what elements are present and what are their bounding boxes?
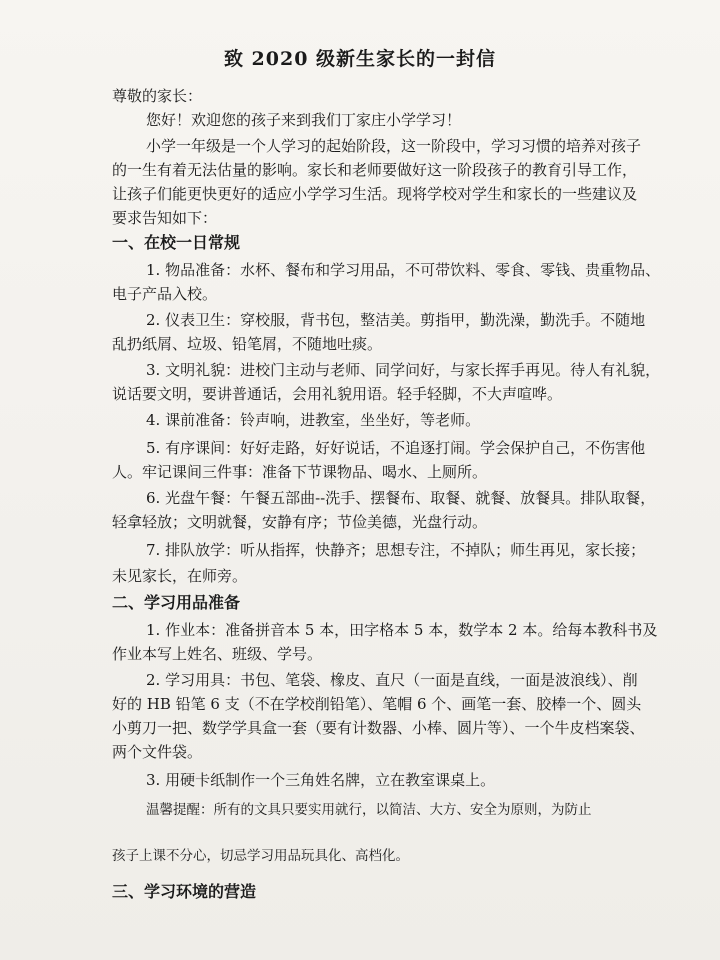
- section1-line: 电子产品入校。: [112, 285, 218, 303]
- section1-line: 乱扔纸屑、垃圾、铅笔屑，不随地吐痰。: [112, 335, 383, 353]
- letter-title: 致 2020 级新生家长的一封信: [223, 48, 497, 70]
- section1-heading: 一、在校一日常规: [112, 233, 241, 252]
- section2-line: 两个文件袋。: [112, 743, 203, 761]
- section2-line: 2. 学习用具：书包、笔袋、橡皮、直尺（一面是直线，一面是波浪线）、削: [146, 671, 638, 689]
- section1-line: 未见家长，在师旁。: [112, 567, 248, 585]
- reminder-line: 孩子上课不分心，切忌学习用品玩具化、高档化。: [112, 848, 409, 864]
- intro-line: 要求告知如下：: [112, 209, 218, 227]
- section2-line: 作业本写上姓名、班级、学号。: [112, 645, 323, 663]
- reminder-line: 温馨提醒：所有的文具只要实用就行，以简洁、大方、安全为原则，为防止: [146, 802, 592, 818]
- section2-line: 好的 HB 铅笔 6 支（不在学校削铅笔）、笔帽 6 个、画笔一套、胶棒一个、圆头: [112, 695, 642, 713]
- section1-line: 5. 有序课间：好好走路，好好说话，不追逐打闹。学会保护自己，不伤害他: [146, 439, 646, 457]
- intro-line: 让孩子们能更快更好的适应小学学习生活。现将学校对学生和家长的一些建议及: [112, 185, 638, 203]
- section3-heading: 三、学习环境的营造: [112, 882, 257, 901]
- section1-line: 人。牢记课间三件事：准备下节课物品、喝水、上厕所。: [112, 463, 488, 481]
- section1-line: 3. 文明礼貌：进校门主动与老师、同学问好，与家长挥手再见。待人有礼貌，: [146, 361, 661, 379]
- section1-line: 轻拿轻放；文明就餐，安静有序；节俭美德，光盘行动。: [112, 513, 488, 531]
- section2-line: 小剪刀一把、数学学具盒一套（要有计数器、小棒、圆片等）、一个牛皮档案袋、: [112, 719, 645, 737]
- section2-line: 3. 用硬卡纸制作一个三角姓名牌，立在教室课桌上。: [146, 771, 496, 789]
- section2-heading: 二、学习用品准备: [112, 593, 241, 612]
- section1-line: 7. 排队放学：听从指挥，快静齐；思想专注，不掉队；师生再见，家长接；: [146, 541, 646, 559]
- section1-line: 说话要文明，要讲普通话，会用礼貌用语。轻手轻脚，不大声喧哗。: [112, 385, 563, 403]
- section1-line: 4. 课前准备：铃声响，进教室，坐坐好，等老师。: [146, 411, 481, 429]
- intro-line: 小学一年级是一个人学习的起始阶段，这一阶段中，学习习惯的培养对孩子: [146, 137, 642, 155]
- section1-line: 1. 物品准备：水杯、餐布和学习用品，不可带饮料、零食、零钱、贵重物品、: [146, 261, 661, 279]
- intro-line: 的一生有着无法估量的影响。家长和老师要做好这一阶段孩子的教育引导工作，: [112, 161, 638, 179]
- section1-line: 6. 光盘午餐：午餐五部曲--洗手、摆餐布、取餐、就餐、放餐具。排队取餐，: [146, 489, 656, 507]
- section2-line: 1. 作业本：准备拼音本 5 本，田字格本 5 本，数学本 2 本。给每本教科书及: [146, 621, 658, 639]
- section1-line: 2. 仪表卫生：穿校服，背书包，整洁美。剪指甲，勤洗澡，勤洗手。不随地: [146, 311, 646, 329]
- greeting: 您好！欢迎您的孩子来到我们丁家庄小学学习！: [146, 111, 462, 129]
- salutation: 尊敬的家长：: [112, 87, 203, 105]
